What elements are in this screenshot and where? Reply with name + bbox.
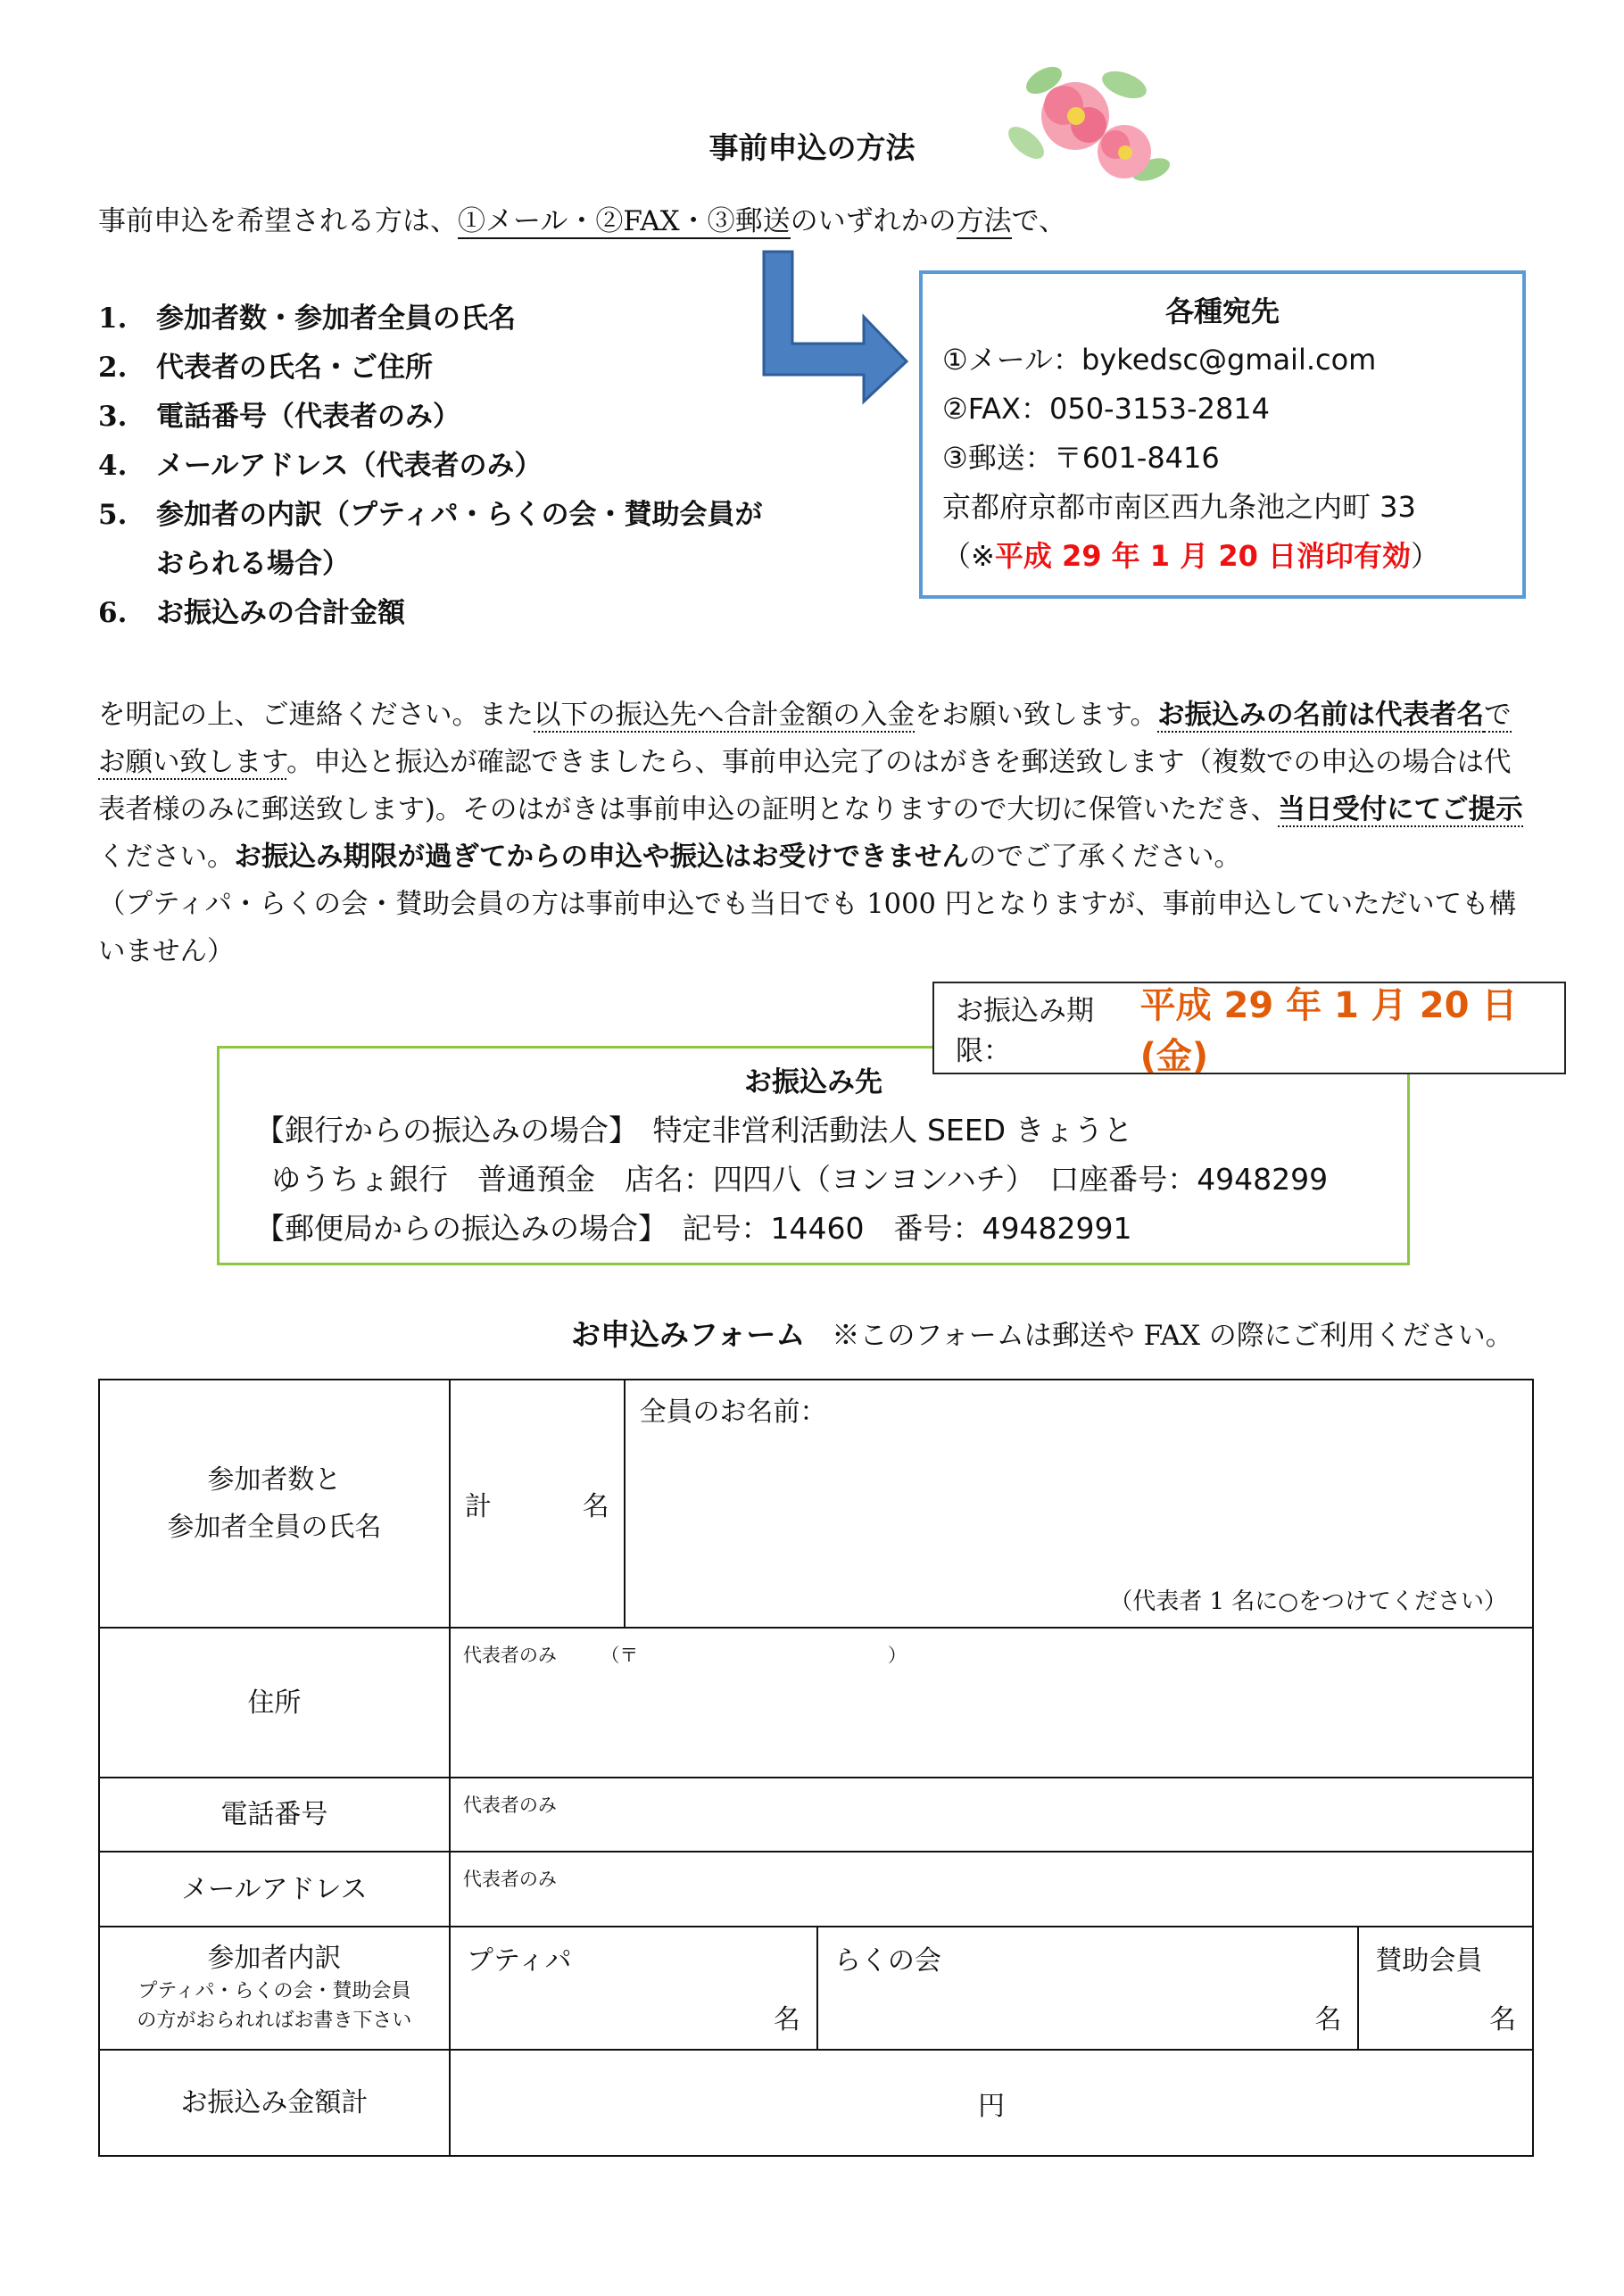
address-box [919, 270, 1526, 599]
breakdown-petitpas-field[interactable]: プティパ 名 [450, 1927, 817, 2050]
form-note: ※このフォームは郵送や FAX の際にご利用ください。 [832, 1320, 1513, 1352]
form-row-participants: 参加者数と 参加者全員の氏名 計 名 全員のお名前： （代表者 1 名に○をつけてください） [99, 1380, 1533, 1628]
form-title-text: お申込みフォーム [571, 1317, 806, 1352]
breakdown-raku-field[interactable]: らくの会 名 [817, 1927, 1358, 2050]
deadline-value: 平成 29 年 1 月 20 日(金) [1139, 985, 1518, 1077]
deadline-label: お振込み期限： [956, 995, 1094, 1067]
intro-prefix: 事前申込を希望される方は、 [98, 205, 458, 237]
address-note: （※平成 29 年 1 月 20 日消印有効） [942, 539, 1440, 573]
intro-line [98, 198, 1066, 238]
list-item: 2. 代表者の氏名・ご住所 [98, 352, 433, 384]
participant-count-field[interactable]: 計 名 [450, 1380, 625, 1628]
bank-account: ゆうちょ銀行 普通預金 店名：四四八（ヨンヨンハチ） 口座番号：4948299 [271, 1162, 1329, 1197]
form-row-total: お振込み金額計 円 [99, 2050, 1533, 2156]
form-title [571, 1312, 1513, 1354]
intro-mid: のいずれかの [790, 205, 957, 237]
phone-field[interactable]: 代表者のみ [450, 1778, 1533, 1852]
application-form [98, 1379, 1534, 2157]
address-street: 京都府京都市南区西九条池之内町 33 [942, 490, 1416, 524]
form-row-breakdown: 参加者内訳 プティパ・らくの会・賛助会員 の方がおられればお書き下さい プティパ 名 らくの会 名 賛助会員 名 [99, 1927, 1533, 2050]
address-field[interactable]: 代表者のみ （〒 ） [450, 1628, 1533, 1778]
address-post: ③郵送：〒601-8416 [942, 441, 1220, 475]
intro-method-word: 方法 [956, 205, 1012, 237]
intro-suffix: で、 [1011, 205, 1067, 237]
arrow-right-icon [757, 250, 913, 406]
payment-deadline [932, 982, 1566, 1077]
list-item: 5. 参加者の内訳（プティパ・らくの会・賛助会員が [98, 499, 763, 531]
list-item: 1. 参加者数・参加者全員の氏名 [98, 303, 516, 335]
required-items-list [98, 294, 763, 638]
list-item: 4. メールアドレス（代表者のみ） [98, 450, 543, 482]
list-item: 3. 電話番号（代表者のみ） [98, 401, 460, 433]
address-email: ①メール：bykedsc@gmail.com [942, 343, 1377, 377]
list-item: おられる場合） [156, 548, 350, 580]
list-item: 6. お振込みの合計金額 [98, 597, 405, 629]
email-field[interactable]: 代表者のみ [450, 1852, 1533, 1927]
address-fax: ②FAX：050-3153-2814 [942, 392, 1271, 426]
participant-names-field[interactable]: 全員のお名前： （代表者 1 名に○をつけてください） [625, 1380, 1533, 1628]
bank-line: 【銀行からの振込みの場合】 特定非営利活動法人 SEED きょうと [255, 1113, 1133, 1148]
form-row-address: 住所 代表者のみ （〒 ） [99, 1628, 1533, 1778]
page-title: 事前申込の方法 [708, 130, 916, 165]
intro-methods: ①メール・②FAX・③郵送 [458, 205, 791, 237]
postal-account: 【郵便局からの振込みの場合】 記号：14460 番号：49482991 [255, 1211, 1132, 1246]
form-row-phone: 電話番号 代表者のみ [99, 1778, 1533, 1852]
instructions-paragraph: を明記の上、ご連絡ください。また以下の振込先へ合計金額の入金をお願い致します。お振込みの名前は代表者名でお願い致します。申込と振込が確認できましたら、事前申込完了のはがきを郵送致します（複数での申込の場合は代表者様のみに郵送致します)。そのはがきは事前申込の証明となりますので大切に保管いただき、当日受付にてご提示ください。お振込み期限が過ぎてからの申込や振込はお受けできませんのでご了承ください。 （プティパ・らくの会・賛助会員の方は事前申込でも当日でも 1000 円となりますが、事前申込していただいても構いません） [98, 699, 1523, 967]
total-amount-field[interactable]: 円 [450, 2050, 1533, 2156]
address-box-heading: 各種宛先 [1164, 294, 1280, 328]
bank-box-heading: お振込み先 [744, 1066, 882, 1098]
form-row-email: メールアドレス 代表者のみ [99, 1852, 1533, 1927]
breakdown-supporter-field[interactable]: 賛助会員 名 [1358, 1927, 1533, 2050]
